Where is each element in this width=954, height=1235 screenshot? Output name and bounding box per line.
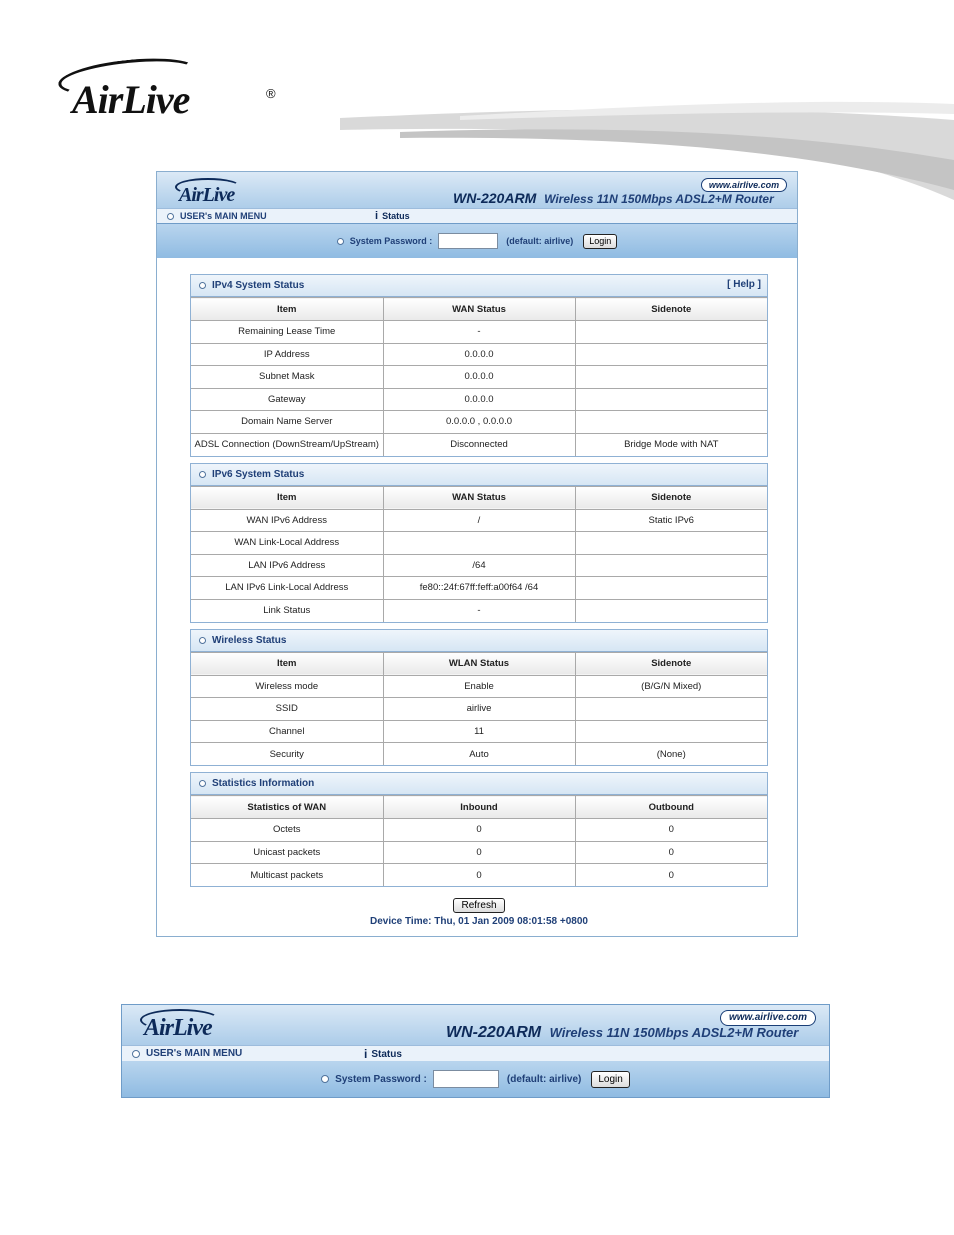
section-header	[191, 773, 767, 795]
table-cell: Wireless mode	[191, 675, 383, 698]
section-header	[191, 275, 767, 297]
closeup-model-name: WN-220ARM	[446, 1024, 542, 1041]
table-cell	[575, 554, 767, 577]
table-cell: airlive	[383, 698, 575, 721]
section-header	[191, 464, 767, 486]
table-cell: Domain Name Server	[191, 411, 383, 434]
closeup-password-default-hint: (default: airlive)	[506, 1073, 582, 1085]
table-row	[191, 577, 767, 600]
table-cell	[575, 388, 767, 411]
table-cell: Link Status	[191, 599, 383, 622]
model-description: Wireless 11N 150Mbps ADSL2+M Router	[544, 192, 774, 206]
column-header: WAN Status	[383, 298, 575, 321]
table-cell: (None)	[575, 743, 767, 766]
table-row	[191, 554, 767, 577]
closeup-model-title	[446, 1024, 798, 1042]
table-cell	[383, 532, 575, 555]
table-row	[191, 321, 767, 344]
section-header	[191, 630, 767, 652]
column-header: Item	[191, 652, 383, 675]
table-cell	[575, 577, 767, 600]
table-row	[191, 509, 767, 532]
column-header: Item	[191, 486, 383, 509]
password-bullet-icon	[337, 238, 344, 245]
table-cell: 0.0.0.0	[383, 343, 575, 366]
router-banner	[157, 172, 797, 224]
main-menu-bar	[157, 208, 797, 223]
table-cell: 0	[383, 864, 575, 887]
system-password-input[interactable]	[438, 233, 498, 249]
table-cell: ADSL Connection (DownStream/UpStream)	[191, 433, 383, 456]
column-header: Sidenote	[575, 486, 767, 509]
table-cell: LAN IPv6 Link-Local Address	[191, 577, 383, 600]
table-cell: Multicast packets	[191, 864, 383, 887]
table-header-row	[191, 796, 767, 819]
table-cell	[575, 321, 767, 344]
closeup-password-bullet-icon	[321, 1075, 329, 1083]
table-cell: LAN IPv6 Address	[191, 554, 383, 577]
closeup-status-page-label: Status	[371, 1048, 402, 1060]
device-time: Device Time: Thu, 01 Jan 2009 08:01:58 +0800	[369, 916, 588, 927]
column-header: Inbound	[383, 796, 575, 819]
closeup-model-description: Wireless 11N 150Mbps ADSL2+M Router	[549, 1025, 799, 1040]
section-title: IPv6 System Status	[212, 468, 305, 480]
table-cell: 0	[575, 841, 767, 864]
table-cell: 0	[383, 819, 575, 842]
column-header: WLAN Status	[383, 652, 575, 675]
table-cell: Octets	[191, 819, 383, 842]
document-airlive-logo	[58, 58, 288, 128]
table-row	[191, 743, 767, 766]
table-cell: Channel	[191, 720, 383, 743]
banner-logo: AirLive	[179, 184, 235, 206]
table-cell: fe80::24f:67ff:feff:a00f64 /64	[383, 577, 575, 600]
airlive-url-badge[interactable]: www.airlive.com	[701, 178, 787, 192]
column-header: Outbound	[575, 796, 767, 819]
table-cell: /	[383, 509, 575, 532]
closeup-users-main-menu-link[interactable]: USER's MAIN MENU	[146, 1048, 243, 1059]
table-row	[191, 698, 767, 721]
status-section	[190, 463, 768, 623]
closeup-menu-bullet-icon	[132, 1050, 140, 1058]
table-cell: Static IPv6	[575, 509, 767, 532]
table-row	[191, 864, 767, 887]
router-status-panel	[156, 171, 798, 937]
status-page-label: Status	[382, 211, 410, 221]
status-section	[190, 772, 768, 887]
table-cell: Disconnected	[383, 433, 575, 456]
table-cell: Security	[191, 743, 383, 766]
table-cell	[575, 343, 767, 366]
table-header-row	[191, 652, 767, 675]
closeup-system-password-label: System Password :	[335, 1073, 427, 1085]
table-cell: WAN Link-Local Address	[191, 532, 383, 555]
model-name: WN-220ARM	[453, 190, 537, 206]
table-row	[191, 343, 767, 366]
table-cell: Auto	[383, 743, 575, 766]
users-main-menu-link[interactable]: USER's MAIN MENU	[180, 211, 267, 221]
table-row	[191, 433, 767, 456]
table-cell: WAN IPv6 Address	[191, 509, 383, 532]
table-cell: IP Address	[191, 343, 383, 366]
table-header-row	[191, 486, 767, 509]
table-cell	[575, 720, 767, 743]
closeup-banner	[122, 1005, 829, 1061]
table-cell: -	[383, 599, 575, 622]
closeup-login-button[interactable]: Login	[591, 1071, 629, 1088]
table-cell: Remaining Lease Time	[191, 321, 383, 344]
status-table	[191, 486, 767, 622]
table-row	[191, 366, 767, 389]
table-cell: Enable	[383, 675, 575, 698]
closeup-system-password-input[interactable]	[433, 1070, 499, 1088]
section-bullet-icon	[199, 282, 206, 289]
column-header: Sidenote	[575, 298, 767, 321]
menu-bullet-icon	[167, 213, 174, 220]
refresh-button[interactable]: Refresh	[453, 898, 504, 913]
table-cell: Bridge Mode with NAT	[575, 433, 767, 456]
table-cell: -	[383, 321, 575, 344]
section-title: Statistics Information	[212, 778, 315, 789]
table-cell: SSID	[191, 698, 383, 721]
section-title: Wireless Status	[212, 634, 287, 646]
closeup-main-menu-bar	[122, 1045, 829, 1061]
section-bullet-icon	[199, 471, 206, 478]
column-header: WAN Status	[383, 486, 575, 509]
table-cell: 0.0.0.0	[383, 366, 575, 389]
status-table	[191, 795, 767, 886]
login-button[interactable]: Login	[583, 234, 617, 249]
table-header-row	[191, 298, 767, 321]
status-table	[191, 297, 767, 456]
table-cell	[575, 698, 767, 721]
help-link[interactable]: [ Help ]	[727, 279, 761, 290]
closeup-banner-logo: AirLive	[144, 1015, 212, 1041]
table-cell: 11	[383, 720, 575, 743]
router-banner-closeup	[121, 1004, 830, 1098]
password-bar	[157, 224, 797, 258]
section-bullet-icon	[199, 637, 206, 644]
status-content	[190, 274, 768, 927]
table-cell: 0	[383, 841, 575, 864]
status-section	[190, 274, 768, 457]
closeup-status-info-icon: i	[364, 1047, 368, 1061]
table-cell: Gateway	[191, 388, 383, 411]
column-header: Item	[191, 298, 383, 321]
table-cell: (B/G/N Mixed)	[575, 675, 767, 698]
table-row	[191, 720, 767, 743]
system-password-label: System Password :	[349, 236, 433, 246]
table-cell: /64	[383, 554, 575, 577]
table-row	[191, 819, 767, 842]
table-row	[191, 388, 767, 411]
table-cell: 0	[575, 864, 767, 887]
status-info-icon: i	[375, 210, 379, 222]
column-header: Statistics of WAN	[191, 796, 383, 819]
table-cell: Unicast packets	[191, 841, 383, 864]
table-cell	[575, 532, 767, 555]
table-cell: 0	[575, 819, 767, 842]
table-row	[191, 411, 767, 434]
section-bullet-icon	[199, 780, 206, 787]
table-cell	[575, 599, 767, 622]
table-row	[191, 532, 767, 555]
status-table	[191, 652, 767, 766]
table-cell	[575, 411, 767, 434]
status-section	[190, 629, 768, 767]
logo-registered-mark: ®	[266, 86, 276, 101]
closeup-url-badge[interactable]: www.airlive.com	[720, 1010, 816, 1026]
table-row	[191, 675, 767, 698]
logo-wordmark: AirLive	[72, 77, 190, 122]
table-cell: Subnet Mask	[191, 366, 383, 389]
section-title: IPv4 System Status	[212, 280, 305, 291]
table-row	[191, 841, 767, 864]
column-header: Sidenote	[575, 652, 767, 675]
model-title	[453, 190, 774, 206]
table-cell: 0.0.0.0	[383, 388, 575, 411]
table-cell: 0.0.0.0 , 0.0.0.0	[383, 411, 575, 434]
table-row	[191, 599, 767, 622]
password-default-hint: (default: airlive)	[506, 236, 574, 246]
closeup-password-bar	[122, 1061, 829, 1097]
table-cell	[575, 366, 767, 389]
